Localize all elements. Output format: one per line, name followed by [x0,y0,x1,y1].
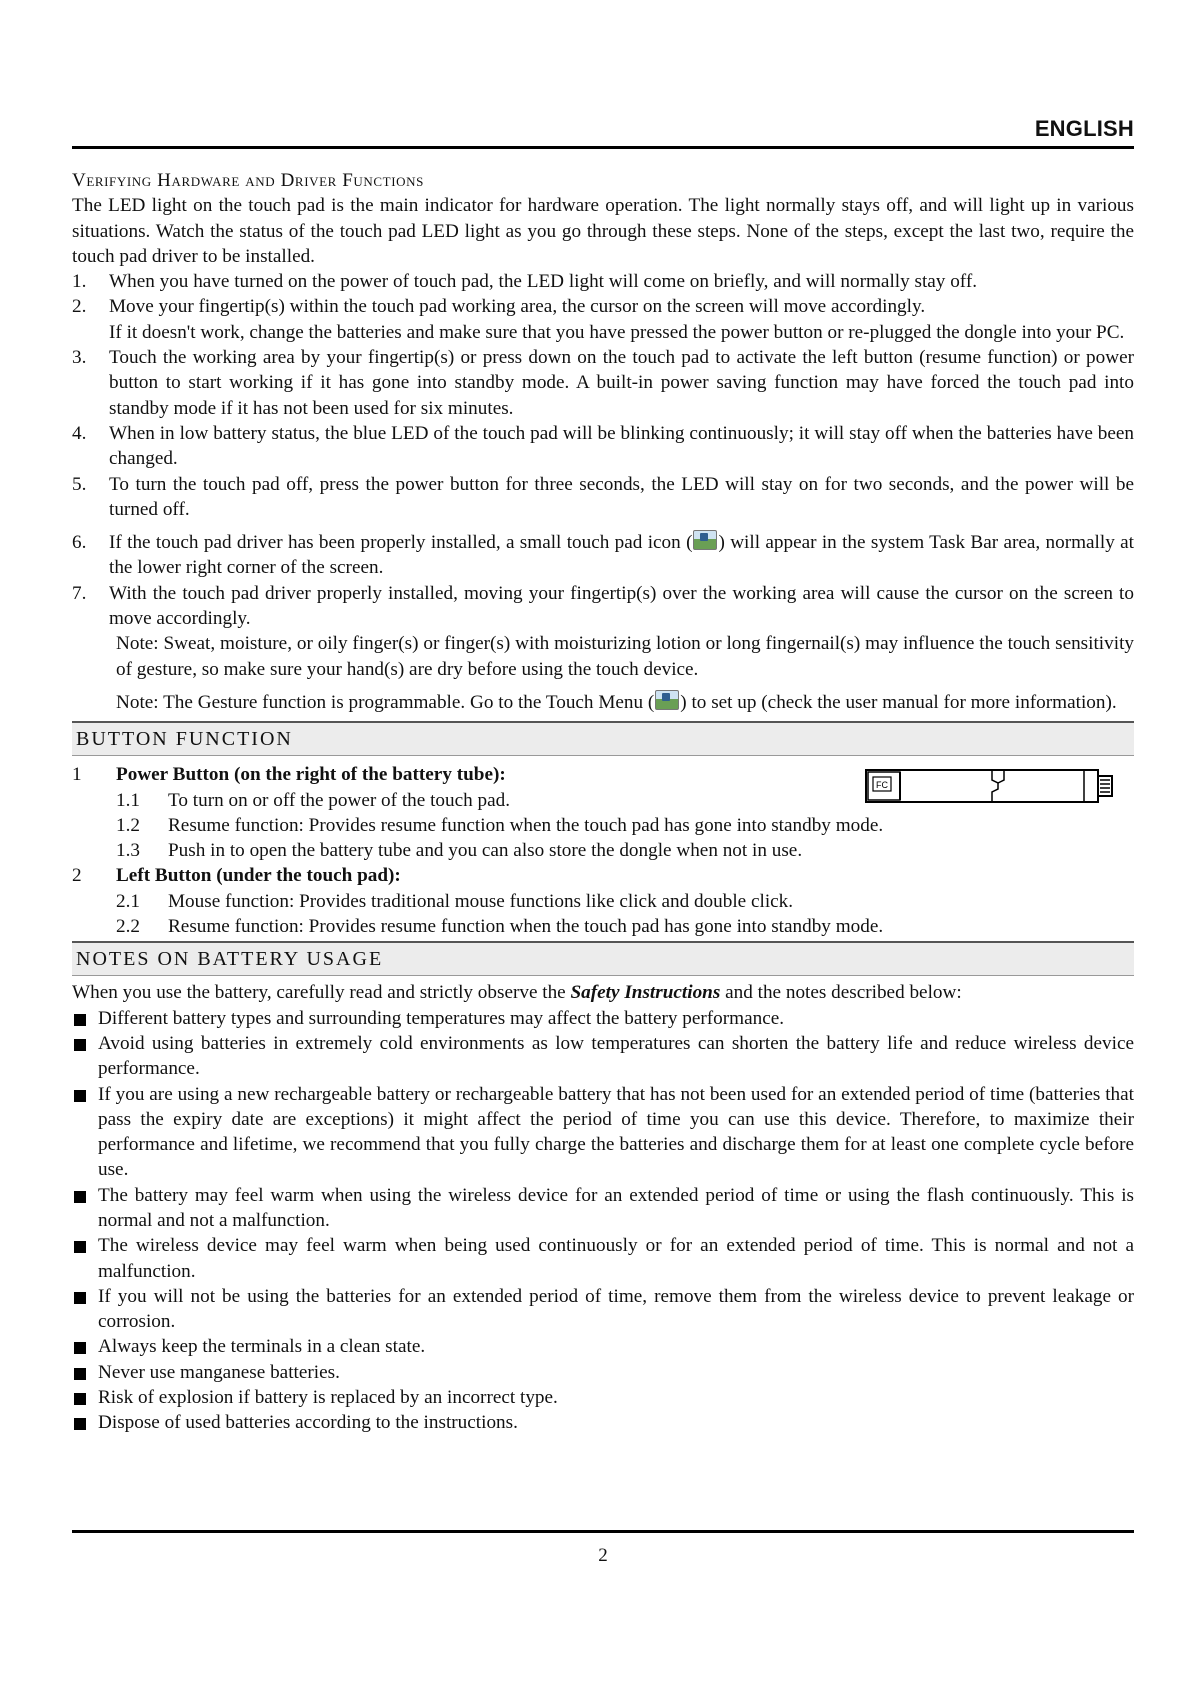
button-item-label: Left Button (under the touch pad): [116,865,401,887]
footer-rule [72,1530,1134,1533]
button-function-list [72,762,1134,939]
bullet-item [72,1334,1134,1359]
touch-menu-icon [655,690,679,710]
step-item [72,581,1134,632]
step-number: 2. [72,296,87,318]
subitem-text: Resume function: Provides resume function when the touch pad has gone into standby mode. [168,814,884,836]
bullet-item [72,1284,1134,1335]
bullet-item [72,1385,1134,1410]
step-item [72,530,1134,581]
subitem-text: Resume function: Provides resume function when the touch pad has gone into standby mode. [168,916,884,938]
step-text: Touch the working area by your fingertip(s) or press down on the touch pad to activate the left button (resume function) or power button to start working if it has gone into standby mode. A built-in power saving function may have forced the touch pad into standby mode if it has not been used for six minutes. [109,347,1134,419]
step-text: When you have turned on the power of touch pad, the LED light will come on briefly, and will normally stay off. [109,271,978,293]
step-text: When in low battery status, the blue LED of the touch pad will be blinking continuously; it will stay off when the batteries have been changed. [109,422,1134,470]
subitem-number: 1.2 [116,814,140,836]
subitem-number: 1.1 [116,789,140,811]
bullet-item [72,1233,1134,1284]
bullet-text: If you are using a new rechargeable battery or rechargeable battery that has not been used for an extended period of time (batteries that pass the expiry date are exceptions) it might affect the period of time you can use this device. Therefore, to maximize their performance and lifetime, we recommend that you fully charge the batteries and discharge them for at least one complete cycle before use. [98,1083,1134,1181]
button-item [72,863,1134,888]
bullet-item [72,1183,1134,1234]
button-item [72,762,1134,787]
step-item [72,345,1134,421]
page-content [72,168,1134,1436]
bullet-text: The wireless device may feel warm when being used continuously or for an extended period of time. This is normal and not a malfunction. [98,1235,1134,1282]
square-bullet-icon [74,1292,86,1304]
step-number: 5. [72,473,87,495]
bullet-item [72,1360,1134,1385]
square-bullet-icon [74,1368,86,1380]
battery-notes-heading: NOTES ON BATTERY USAGE [72,941,1134,976]
bullet-text: Avoid using batteries in extremely cold environments as low temperatures can shorten the battery life and reduce wireless device performance. [98,1032,1134,1080]
step-extra-text: If it doesn't work, change the batteries and make sure that you have pressed the power button or re-plugged the dongle into your PC. [109,321,1125,343]
bullet-text: Never use manganese batteries. [98,1361,340,1383]
note-text: Note: Sweat, moisture, or oily finger(s) or finger(s) with moisturizing lotion or long fingernail(s) may influence the touch sensitivity of gesture, so make sure your hand(s) are dry before using the touch device. [116,633,1134,680]
safety-instructions-emphasis: Safety Instructions [570,982,721,1004]
page-number: 2 [598,1545,608,1566]
bullet-item [72,1082,1134,1183]
note-text-after: ) to set up (check the user manual for more information). [680,691,1117,713]
square-bullet-icon [74,1039,86,1051]
bullet-text: If you will not be using the batteries for an extended period of time, remove them from the wireless device to prevent leakage or corrosion. [98,1285,1134,1333]
button-item-number: 2 [72,865,82,887]
subitem-number: 2.1 [116,890,140,912]
bullet-item [72,1031,1134,1082]
battery-notes-intro [72,980,1134,1005]
button-item-label: Power Button (on the right of the battery tube): [116,764,506,786]
intro-text-after: and the notes described below: [720,982,962,1004]
step-number: 3. [72,347,87,369]
subitem-text: Push in to open the battery tube and you can also store the dongle when not in use. [168,840,803,862]
note-text-before: Note: The Gesture function is programmable. Go to the Touch Menu ( [116,691,655,713]
fc-mark: FC [876,780,888,791]
bullet-item [72,1410,1134,1435]
note-sweat [72,631,1134,682]
verify-section-title: Verifying Hardware and Driver Functions [72,170,424,191]
bullet-item [72,1006,1134,1031]
square-bullet-icon [74,1418,86,1430]
square-bullet-icon [74,1191,86,1203]
header-rule [72,146,1134,149]
subitem-text: To turn on or off the power of the touch pad. [168,789,510,811]
button-subitem [72,838,1134,863]
button-subitem [72,788,1134,813]
step-text-before: If the touch pad driver has been properly installed, a small touch pad icon ( [109,532,693,554]
subitem-text: Mouse function: Provides traditional mouse functions like click and double click. [168,890,794,912]
button-subitem [72,914,1134,939]
touchpad-tray-icon [693,530,717,550]
verify-steps [72,269,1134,631]
square-bullet-icon [74,1393,86,1405]
button-item-number: 1 [72,764,82,786]
step-number: 1. [72,271,87,293]
bullet-text: Different battery types and surrounding temperatures may affect the battery performance. [98,1007,785,1029]
button-subitem [72,889,1134,914]
bullet-text: Risk of explosion if battery is replaced by an incorrect type. [98,1387,558,1409]
button-subitem [72,813,1134,838]
step-text: To turn the touch pad off, press the power button for three seconds, the LED will stay on for two seconds, and the power will be turned off. [109,473,1134,520]
button-function-heading: BUTTON FUNCTION [72,721,1134,756]
step-number: 4. [72,422,87,444]
square-bullet-icon [74,1241,86,1253]
step-item [72,421,1134,472]
step-item [72,269,1134,294]
step-item [72,294,1134,345]
subitem-number: 1.3 [116,840,140,862]
bullet-text: Always keep the terminals in a clean state. [98,1336,426,1358]
subitem-number: 2.2 [116,916,140,938]
verify-intro: The LED light on the touch pad is the main indicator for hardware operation. The light normally stays off, and will light up in various situations. Watch the status of the touch pad LED light as you go through these steps. None of the steps, except the last two, require the touch pad driver to be installed. [72,195,1134,267]
step-text: Move your fingertip(s) within the touch pad working area, the cursor on the screen will move accordingly. [109,296,926,318]
battery-notes-list [72,1006,1134,1436]
bullet-text: Dispose of used batteries according to the instructions. [98,1412,518,1434]
bullet-text: The battery may feel warm when using the wireless device for an extended period of time or using the flash continuously. This is normal and not a malfunction. [98,1184,1134,1231]
square-bullet-icon [74,1342,86,1354]
language-label: ENGLISH [1034,116,1134,141]
note-gesture [72,690,1134,715]
intro-text-before: When you use the battery, carefully read and strictly observe the [72,982,571,1004]
step-number: 6. [72,532,87,554]
square-bullet-icon [74,1014,86,1026]
step-text-after: ) will appear in the system Task Bar area, normally at the lower right corner of the screen. [109,532,1134,579]
step-number: 7. [72,582,87,604]
step-item [72,472,1134,523]
square-bullet-icon [74,1090,86,1102]
step-text: With the touch pad driver properly installed, moving your fingertip(s) over the working area will cause the cursor on the screen to move accordingly. [109,582,1134,630]
